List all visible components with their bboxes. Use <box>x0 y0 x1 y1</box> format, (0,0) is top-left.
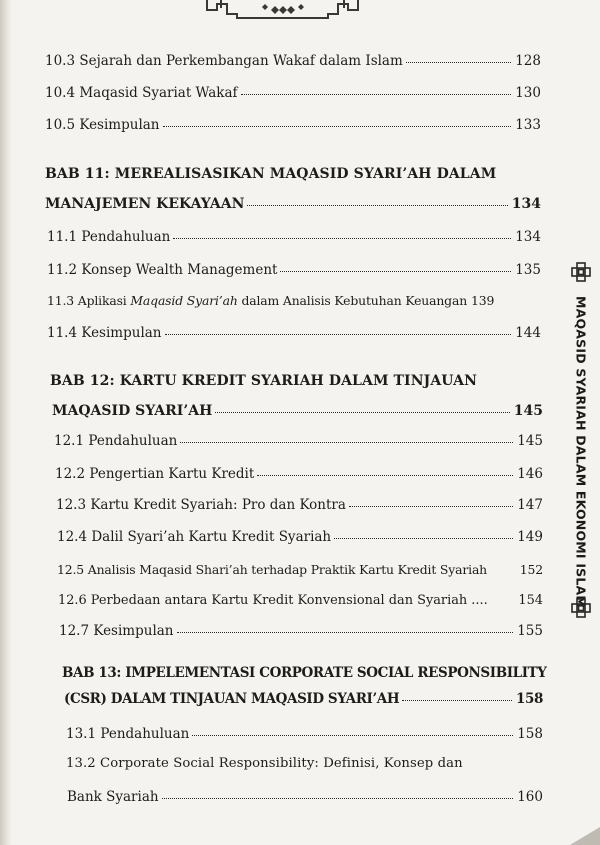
dot-leader <box>257 474 513 476</box>
book-spine-label <box>562 262 600 642</box>
page-number: 147 <box>517 497 543 513</box>
page-number: 155 <box>517 623 543 639</box>
entry-label: 12.1 Pendahuluan <box>54 433 178 449</box>
label-italic: Maqasid Syari’ah <box>130 293 238 308</box>
toc-entry-13-2[interactable] <box>67 788 543 806</box>
toc-entry-12-5[interactable] <box>57 561 543 579</box>
dot-leader <box>402 699 512 701</box>
toc-entry-11-1[interactable] <box>47 228 541 246</box>
entry-label: (CSR) DALAM TINJAUAN MAQASID SYARI’AH <box>64 691 400 707</box>
toc-entry-13-1[interactable] <box>66 725 543 743</box>
page-number: 149 <box>517 529 543 545</box>
toc-entry-12-3[interactable] <box>56 496 543 514</box>
entry-label: 11.2 Konsep Wealth Management <box>47 262 278 278</box>
label-prefix: 11.3 Aplikasi <box>47 293 131 308</box>
entry-label: 10.5 Kesimpulan <box>45 117 160 133</box>
page-number: 134 <box>511 196 541 212</box>
spine-title: MAQASID SYARIAH DALAM EKONOMI ISLAM <box>573 295 589 609</box>
page-number: 145 <box>513 403 543 419</box>
entry-label: 13.1 Pendahuluan <box>66 726 190 742</box>
toc-entry-11-3[interactable] <box>47 292 541 310</box>
label-suffix: dalam Analisis Kebutuhan Keuangan <box>237 293 468 308</box>
page-number: 152 <box>519 562 543 577</box>
entry-label: 12.3 Kartu Kredit Syariah: Pro dan Kontra <box>56 497 346 513</box>
chapter-12-title-line2[interactable] <box>52 402 543 420</box>
knot-ornament-icon <box>571 262 591 282</box>
toc-entry-11-2[interactable] <box>47 261 541 279</box>
corner-triangle-ornament <box>560 823 600 845</box>
page-number: 134 <box>515 229 541 245</box>
page-number: 158 <box>516 691 543 707</box>
entry-label: 10.4 Maqasid Syariat Wakaf <box>45 85 238 101</box>
page-number: 160 <box>517 789 543 805</box>
dot-leader <box>241 93 512 95</box>
page-number: 145 <box>517 433 543 449</box>
toc-entry-13-2-line1[interactable]: 13.2 Corporate Social Responsibility: Definisi, Konsep dan <box>66 756 463 771</box>
page-number: 154 <box>518 593 543 608</box>
page-number: 139 <box>471 293 495 308</box>
page-number: 135 <box>515 262 541 278</box>
knot-ornament-icon <box>571 598 591 618</box>
toc-entry-12-7[interactable] <box>59 622 543 640</box>
dot-leader <box>180 441 513 443</box>
dot-leader <box>280 270 511 272</box>
entry-label: 11.1 Pendahuluan <box>47 229 171 245</box>
dot-leader <box>177 631 514 633</box>
toc-entry-12-1[interactable] <box>54 432 543 450</box>
entry-label: 12.5 Analisis Maqasid Shari’ah terhadap Praktik Kartu Kredit Syariah <box>57 562 488 577</box>
dot-leader <box>165 333 512 335</box>
dot-leader <box>406 61 511 63</box>
page-number: 146 <box>517 466 543 482</box>
dot-leader <box>247 204 507 206</box>
chapter-13-title-line2[interactable] <box>64 690 543 708</box>
toc-entry-10-5[interactable] <box>45 116 541 134</box>
entry-label: 11.4 Kesimpulan <box>47 325 162 341</box>
dot-leader <box>163 125 512 127</box>
page-number: 133 <box>515 117 541 133</box>
entry-label <box>47 292 467 310</box>
entry-label: 12.4 Dalil Syari’ah Kartu Kredit Syariah <box>57 529 332 545</box>
toc-entry-12-4[interactable] <box>57 528 543 546</box>
entry-label: 12.6 Perbedaan antara Kartu Kredit Konvensional dan Syariah .... <box>58 593 488 608</box>
toc-entry-10-4[interactable] <box>45 84 541 102</box>
page-number: 128 <box>515 53 541 69</box>
entry-label: Bank Syariah <box>67 789 159 805</box>
entry-label: MANAJEMEN KEKAYAAN <box>45 196 245 212</box>
toc-entry-12-6[interactable] <box>58 592 543 610</box>
page-number: 158 <box>517 726 543 742</box>
entry-label: 12.7 Kesimpulan <box>59 623 174 639</box>
chapter-12-title[interactable]: BAB 12: KARTU KREDIT SYARIAH DALAM TINJAUAN <box>50 373 478 389</box>
toc-entry-10-3[interactable] <box>45 52 541 70</box>
chapter-11-title[interactable]: BAB 11: MEREALISASIKAN MAQASID SYARI’AH DALAM <box>45 166 497 182</box>
dot-leader <box>192 734 513 736</box>
chapter-13-title[interactable]: BAB 13: IMPELEMENTASI CORPORATE SOCIAL RESPONSIBILITY <box>62 665 547 681</box>
dot-leader <box>334 537 513 539</box>
toc-entry-11-4[interactable] <box>47 324 541 342</box>
page-number: 144 <box>515 325 541 341</box>
page-number: 130 <box>515 85 541 101</box>
chapter-11-title-line2[interactable] <box>45 195 541 213</box>
dot-leader <box>215 411 509 413</box>
dot-leader <box>173 237 511 239</box>
toc-entry-12-2[interactable] <box>55 465 543 483</box>
dot-leader <box>349 505 513 507</box>
dot-leader <box>162 797 514 799</box>
entry-label: 10.3 Sejarah dan Perkembangan Wakaf dalam Islam <box>45 53 403 69</box>
entry-label: MAQASID SYARI’AH <box>52 403 213 419</box>
entry-label: 12.2 Pengertian Kartu Kredit <box>55 466 255 482</box>
